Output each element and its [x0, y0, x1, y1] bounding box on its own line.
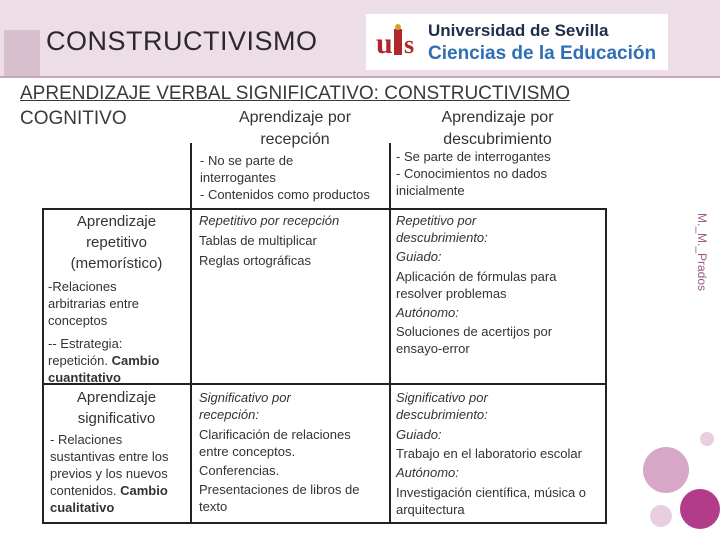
- header-accent-bar: [4, 30, 40, 76]
- row-title-significativo: [44, 387, 189, 429]
- cell-item: Presentaciones de libros de: [199, 482, 360, 497]
- cell-item: Aplicación de fórmulas para: [396, 269, 557, 284]
- cell-title: Repetitivo por: [396, 213, 477, 228]
- header-divider: [0, 76, 720, 78]
- row-desc-line: -- Estrategia:: [48, 336, 123, 351]
- cell-title: Repetitivo por recepción: [199, 213, 340, 228]
- row-desc-line: - Relaciones: [50, 432, 123, 447]
- cell-item: Trabajo en el laboratorio escolar: [396, 446, 582, 461]
- row-desc-text: repetición.: [48, 353, 112, 368]
- row-title-line: repetitivo: [86, 234, 147, 251]
- logo-faculty-name: Ciencias de la Educación: [428, 43, 657, 64]
- row-desc-line: sustantivas entre los: [50, 449, 169, 464]
- row-title-line: Aprendizaje: [76, 213, 157, 230]
- column-desc-recepcion: [200, 152, 390, 203]
- cell-item: resolver problemas: [396, 286, 507, 301]
- decorative-circle-mid: [643, 447, 689, 493]
- column-heading-recepcion: [200, 107, 390, 151]
- table-divider-vertical-1: [190, 143, 192, 523]
- column-heading-descubrimiento-line1: Aprendizaje por: [441, 109, 554, 126]
- row-desc-repetitivo: [48, 278, 188, 386]
- row-title-line: Aprendizaje: [76, 389, 157, 406]
- row-desc-bold: Cambio: [120, 483, 168, 498]
- cell-title: recepción:: [199, 407, 259, 422]
- column-heading-descubrimiento: [395, 107, 600, 151]
- column-desc-line: - Contenidos como productos: [200, 187, 370, 202]
- table-border-right: [605, 209, 607, 523]
- cell-item: texto: [199, 499, 228, 514]
- author-side-text: M._M._Prados: [695, 212, 710, 292]
- subtitle-underlined: APRENDIZAJE VERBAL SIGNIFICATIVO: CONSTRUCTIVISMO: [20, 83, 571, 104]
- cell-item: Soluciones de acertijos por: [396, 324, 553, 339]
- cell-significativo-descubrimiento: [396, 389, 604, 518]
- column-desc-line: - Conocimientos no dados: [396, 166, 548, 181]
- column-desc-line: - No se parte de: [200, 153, 294, 168]
- cell-item: Investigación científica, música o: [396, 485, 587, 500]
- decorative-circle-tiny: [700, 432, 714, 446]
- column-heading-recepcion-line1: Aprendizaje por: [238, 109, 352, 126]
- cell-item: Conferencias.: [199, 463, 280, 478]
- row-desc-text: contenidos.: [50, 483, 121, 498]
- row-desc-line: [48, 352, 188, 369]
- row-title-line: significativo: [77, 410, 156, 427]
- cell-item: ensayo-error: [396, 341, 470, 356]
- column-desc-line: - Se parte de interrogantes: [396, 149, 551, 164]
- university-logo: [366, 14, 668, 70]
- svg-text:u: u: [376, 27, 393, 60]
- decorative-circle-small: [650, 505, 672, 527]
- row-desc-line: conceptos: [48, 313, 108, 328]
- cell-significativo-recepcion: [199, 389, 384, 515]
- table-divider-horizontal-1: [42, 208, 607, 210]
- cell-item: arquitectura: [396, 502, 465, 517]
- cell-item: Clarificación de relaciones: [199, 427, 351, 442]
- row-title-line: (memorístico): [70, 255, 163, 272]
- author-side-label: [693, 212, 713, 292]
- cell-label-autonomo: Autónomo:: [396, 305, 459, 320]
- row-desc-line: [48, 369, 188, 386]
- table-border-bottom: [42, 522, 607, 524]
- subtitle-line-2: COGNITIVO: [20, 108, 127, 129]
- row-desc-line: arbitrarias entre: [48, 296, 140, 311]
- column-desc-descubrimiento: [396, 148, 601, 199]
- decorative-circle-large: [680, 489, 720, 529]
- row-desc-line: [50, 482, 188, 499]
- row-desc-line: -Relaciones: [48, 279, 117, 294]
- row-desc-bold: cualitativo: [50, 500, 115, 515]
- slide-title: CONSTRUCTIVISMO: [46, 26, 318, 56]
- row-desc-bold: cuantitativo: [48, 370, 121, 385]
- column-desc-line: interrogantes: [200, 170, 276, 185]
- cell-title: Significativo por: [199, 390, 291, 405]
- row-desc-significativo: [50, 431, 188, 516]
- cell-title: descubrimiento:: [396, 407, 488, 422]
- cell-label-guiado: Guiado:: [396, 249, 442, 264]
- university-seal-icon: [372, 19, 422, 65]
- cell-item: entre conceptos.: [199, 444, 296, 459]
- cell-item: Reglas ortográficas: [199, 253, 311, 268]
- cell-repetitivo-recepcion: [199, 212, 384, 269]
- row-desc-bold: Cambio: [111, 353, 160, 368]
- row-desc-line: [50, 499, 188, 516]
- cell-repetitivo-descubrimiento: [396, 212, 601, 357]
- column-heading-recepcion-line2: recepción: [260, 131, 330, 148]
- subtitle-line-1: [20, 83, 570, 105]
- cell-label-guiado: Guiado:: [396, 427, 442, 442]
- cell-label-autonomo: Autónomo:: [396, 465, 459, 480]
- row-title-repetitivo: [44, 211, 189, 274]
- column-desc-line: inicialmente: [396, 183, 465, 198]
- cell-item: Tablas de multiplicar: [199, 233, 317, 248]
- cell-title: Significativo por: [396, 390, 488, 405]
- svg-text:s: s: [404, 30, 415, 59]
- table-divider-vertical-2: [389, 143, 391, 523]
- cell-title: descubrimiento:: [396, 230, 488, 245]
- column-heading-descubrimiento-line2: descubrimiento: [443, 131, 552, 148]
- logo-university-name: Universidad de Sevilla: [428, 21, 609, 40]
- row-desc-line: previos y los nuevos: [50, 466, 168, 481]
